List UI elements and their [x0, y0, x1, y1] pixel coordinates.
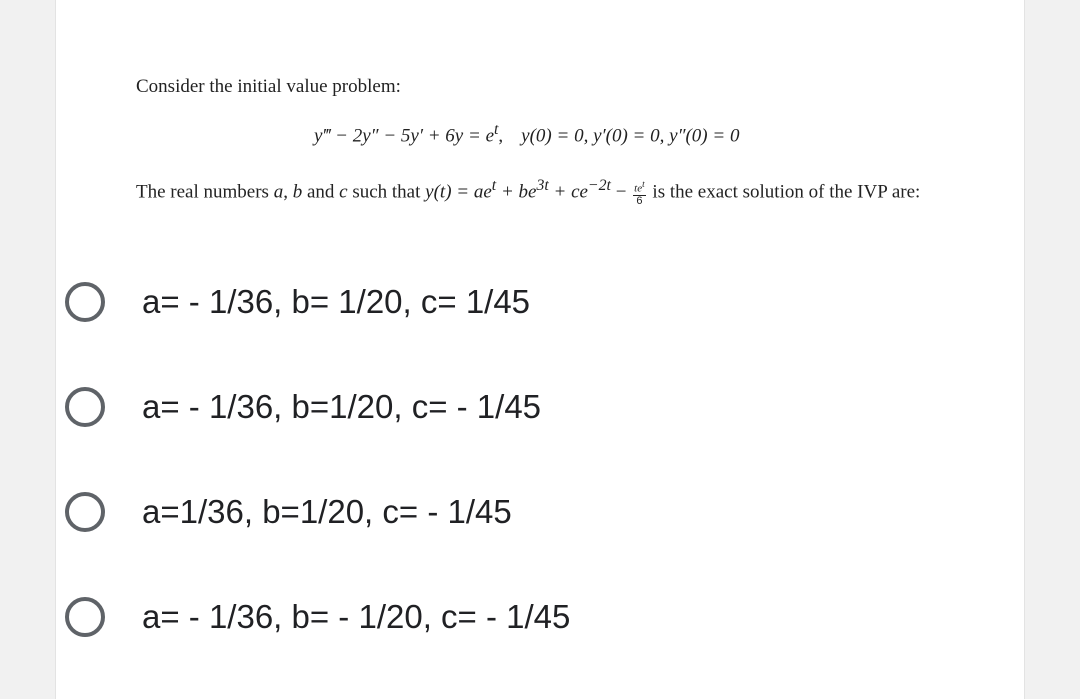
exp-3t: 3t	[536, 177, 549, 194]
minus-sign: −	[610, 181, 632, 203]
plus-ce: + ce	[548, 181, 588, 203]
option-label: a= - 1/36, b=1/20, c= - 1/45	[142, 388, 542, 425]
radio-circle-icon[interactable]	[65, 282, 105, 322]
radio-circle-icon[interactable]	[65, 492, 105, 532]
comma-sep: ,	[283, 181, 293, 203]
radio-circle-icon[interactable]	[65, 597, 105, 637]
te-over-6-fraction	[633, 179, 646, 207]
initial-conditions: y(0) = 0, y′(0) = 0, y″(0) = 0	[521, 125, 740, 147]
var-a: a	[273, 181, 284, 203]
equation-lhs: y‴ − 2y″ − 5y′ + 6y = e	[314, 125, 494, 147]
exp-neg2t: −2t	[587, 177, 611, 194]
question-prompt	[136, 170, 936, 207]
exp-t: t	[491, 177, 497, 194]
ivp-equation	[314, 121, 739, 147]
option-label: a= - 1/36, b= 1/20, c= 1/45	[142, 283, 531, 320]
plus-be: + be	[496, 181, 537, 203]
option-label: a= - 1/36, b= - 1/20, c= - 1/45	[142, 598, 571, 635]
equation-exponent: t	[494, 121, 499, 138]
prompt-end: is the exact solution of the IVP are:	[647, 181, 921, 203]
option-1[interactable]	[65, 272, 530, 332]
and-text: and	[302, 181, 340, 203]
solution-start: y(t) = ae	[425, 181, 492, 203]
question-intro: Consider the initial value problem:	[136, 76, 401, 97]
frac-numerator: te	[634, 182, 643, 195]
option-4[interactable]	[65, 587, 570, 647]
option-2[interactable]	[65, 377, 541, 437]
prompt-start: The real numbers	[136, 181, 274, 203]
var-c: c	[339, 181, 348, 203]
var-b: b	[292, 181, 303, 203]
frac-numerator-exp: t	[642, 179, 645, 190]
option-label: a=1/36, b=1/20, c= - 1/45	[142, 493, 512, 530]
option-3[interactable]	[65, 482, 512, 542]
frac-denominator: 6	[636, 194, 643, 207]
such-that: such that	[347, 181, 426, 203]
equation-comma: ,	[498, 125, 504, 147]
radio-circle-icon[interactable]	[65, 387, 105, 427]
